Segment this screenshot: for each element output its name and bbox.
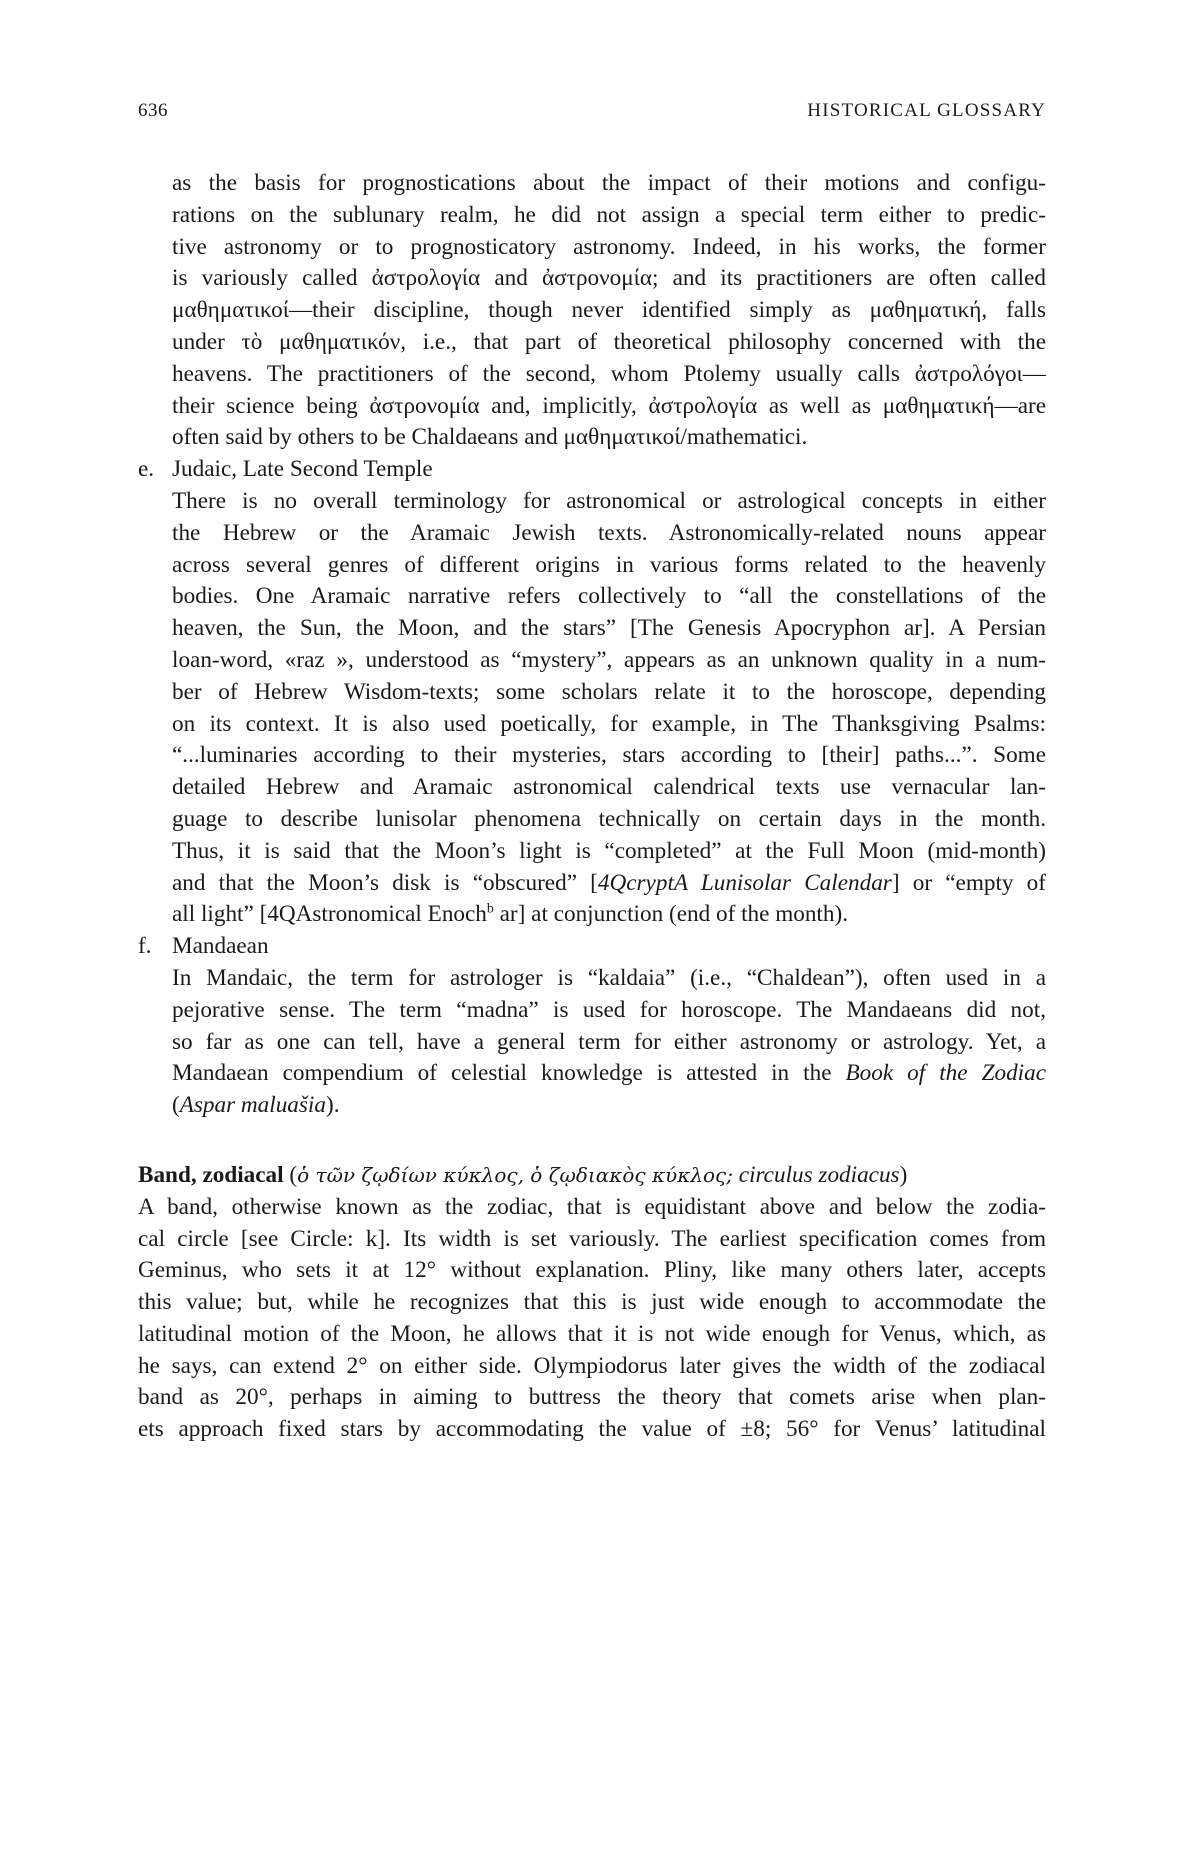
greek-terms: ὁ τῶν ζῳδίων κύκλος, ὁ ζῳδιακὸς κύκλος;: [297, 1162, 733, 1187]
body-text: [138, 168, 1046, 1446]
page-number: 636: [138, 100, 168, 121]
text-line: band as 20°, perhaps in aiming to buttress the theory that comets arise when plan-: [138, 1384, 1046, 1411]
text-span: ).: [325, 1092, 340, 1119]
text-line: often said by others to be Chaldaeans and μαθηματικοί/mathematici.: [172, 424, 808, 451]
book-title-italic: Aspar maluašia: [179, 1092, 326, 1119]
text-line: [172, 1090, 1046, 1122]
text-line: In Mandaic, the term for astrologer is “kaldaia” (i.e., “Chaldean”), often used in a: [172, 964, 1046, 991]
text-line: he says, can extend 2° on either side. Olympiodorus later gives the width of the zodiacal: [138, 1352, 1046, 1379]
text-span: (: [172, 1092, 180, 1119]
text-line: loan-word, «raz », understood as “mystery”, appears as an unknown quality in a num-: [172, 646, 1046, 673]
text-span: (: [283, 1161, 298, 1188]
continuation-paragraph: [138, 168, 1046, 454]
text-line: ets approach fixed stars by accommodating the value of ±8; 56° for Venus’ latitudinal: [138, 1416, 1046, 1443]
text-line: guage to describe lunisolar phenomena technically on certain days in the month.: [172, 805, 1046, 832]
text-line: detailed Hebrew and Aramaic astronomical calendrical texts use vernacular lan-: [172, 774, 1046, 801]
text-line: Geminus, who sets it at 12° without explanation. Pliny, like many others later, accepts: [138, 1257, 1046, 1284]
section-f-title: Mandaean: [172, 933, 269, 960]
citation-italic: 4QcryptA Lunisolar Calendar: [597, 869, 892, 896]
text-line: cal circle [see Circle: k]. Its width is set variously. The earliest specification comes from: [138, 1225, 1046, 1252]
section-e-title: Judaic, Late Second Temple: [172, 456, 433, 483]
text-span: Mandaean compendium of celestial knowledge is attested in the: [172, 1060, 846, 1087]
text-line: Thus, it is said that the Moon’s light is “completed” at the Full Moon (mid-month): [172, 837, 1046, 864]
text-span: ): [899, 1161, 908, 1188]
latin-term: circulus zodiacus: [732, 1161, 900, 1188]
section-e: [138, 454, 1046, 931]
text-line: tive astronomy or to prognosticatory astronomy. Indeed, in his works, the former: [172, 233, 1046, 260]
entry-spacer: [138, 1122, 1046, 1160]
text-line: pejorative sense. The term “madna” is used for horoscope. The Mandaeans did not,: [172, 996, 1046, 1023]
text-line: [172, 1058, 1046, 1090]
entry-band-zodiacal: [138, 1160, 1046, 1446]
headword: Band, zodiacal: [138, 1161, 284, 1188]
text-line: on its context. It is also used poetically, for example, in The Thanksgiving Psalms:: [172, 710, 1046, 737]
text-line: this value; but, while he recognizes that this is just wide enough to accommodate the: [138, 1289, 1046, 1316]
text-line: is variously called ἀστρολογία and ἀστρονομία; and its practitioners are often called: [172, 265, 1046, 292]
text-line: ber of Hebrew Wisdom-texts; some scholars relate it to the horoscope, depending: [172, 678, 1046, 705]
section-f: [138, 931, 1046, 1122]
text-line: across several genres of different origins in various forms related to the heavenly: [172, 551, 1046, 578]
text-line: μαθηματικοί—their discipline, though never identified simply as μαθηματική, falls: [172, 297, 1046, 324]
text-span: and that the Moon’s disk is “obscured” [: [172, 869, 598, 896]
text-line: so far as one can tell, have a general term for either astronomy or astrology. Yet, a: [172, 1028, 1046, 1055]
text-line: A band, otherwise known as the zodiac, that is equidistant above and below the zodia-: [138, 1193, 1046, 1220]
text-line: as the basis for prognostications about the impact of their motions and configu-: [172, 170, 1046, 196]
text-line: bodies. One Aramaic narrative refers collectively to “all the constellations of the: [172, 583, 1046, 610]
text-line: under τὸ μαθηματικόν, i.e., that part of theoretical philosophy concerned with the: [172, 328, 1046, 355]
text-span: ar] at conjunction (end of the month).: [493, 901, 848, 928]
section-e-heading: [138, 454, 1046, 486]
text-span: all light” [4QAstronomical Enoch: [172, 901, 487, 928]
text-span: ] or “empty of: [891, 869, 1047, 896]
text-line: “...luminaries according to their mysteries, stars according to [their] paths...”. Some: [172, 742, 1046, 769]
running-head: [138, 100, 1046, 130]
superscript: b: [486, 901, 494, 917]
text-line: heaven, the Sun, the Moon, and the stars” [The Genesis Apocryphon ar]. A Persian: [172, 615, 1046, 642]
text-line: the Hebrew or the Aramaic Jewish texts. Astronomically-related nouns appear: [172, 519, 1046, 546]
section-e-label: e.: [138, 456, 155, 483]
section-title: HISTORICAL GLOSSARY: [807, 100, 1046, 121]
text-line: There is no overall terminology for astronomical or astrological concepts in either: [172, 487, 1046, 514]
section-f-heading: [138, 931, 1046, 963]
text-line: rations on the sublunary realm, he did not assign a special term either to predic-: [172, 201, 1046, 228]
section-f-label: f.: [138, 933, 152, 960]
text-line: latitudinal motion of the Moon, he allows that it is not wide enough for Venus, which, as: [138, 1320, 1046, 1347]
text-line: [172, 868, 1046, 900]
book-title-italic: Book of the Zodiac: [845, 1060, 1047, 1087]
entry-heading: [138, 1160, 1046, 1192]
text-line: heavens. The practitioners of the second, whom Ptolemy usually calls ἀστρολόγοι—: [172, 360, 1046, 387]
text-line: their science being ἀστρονομία and, implicitly, ἀστρολογία as well as μαθηματική—are: [172, 392, 1046, 419]
text-line: [172, 899, 1046, 931]
